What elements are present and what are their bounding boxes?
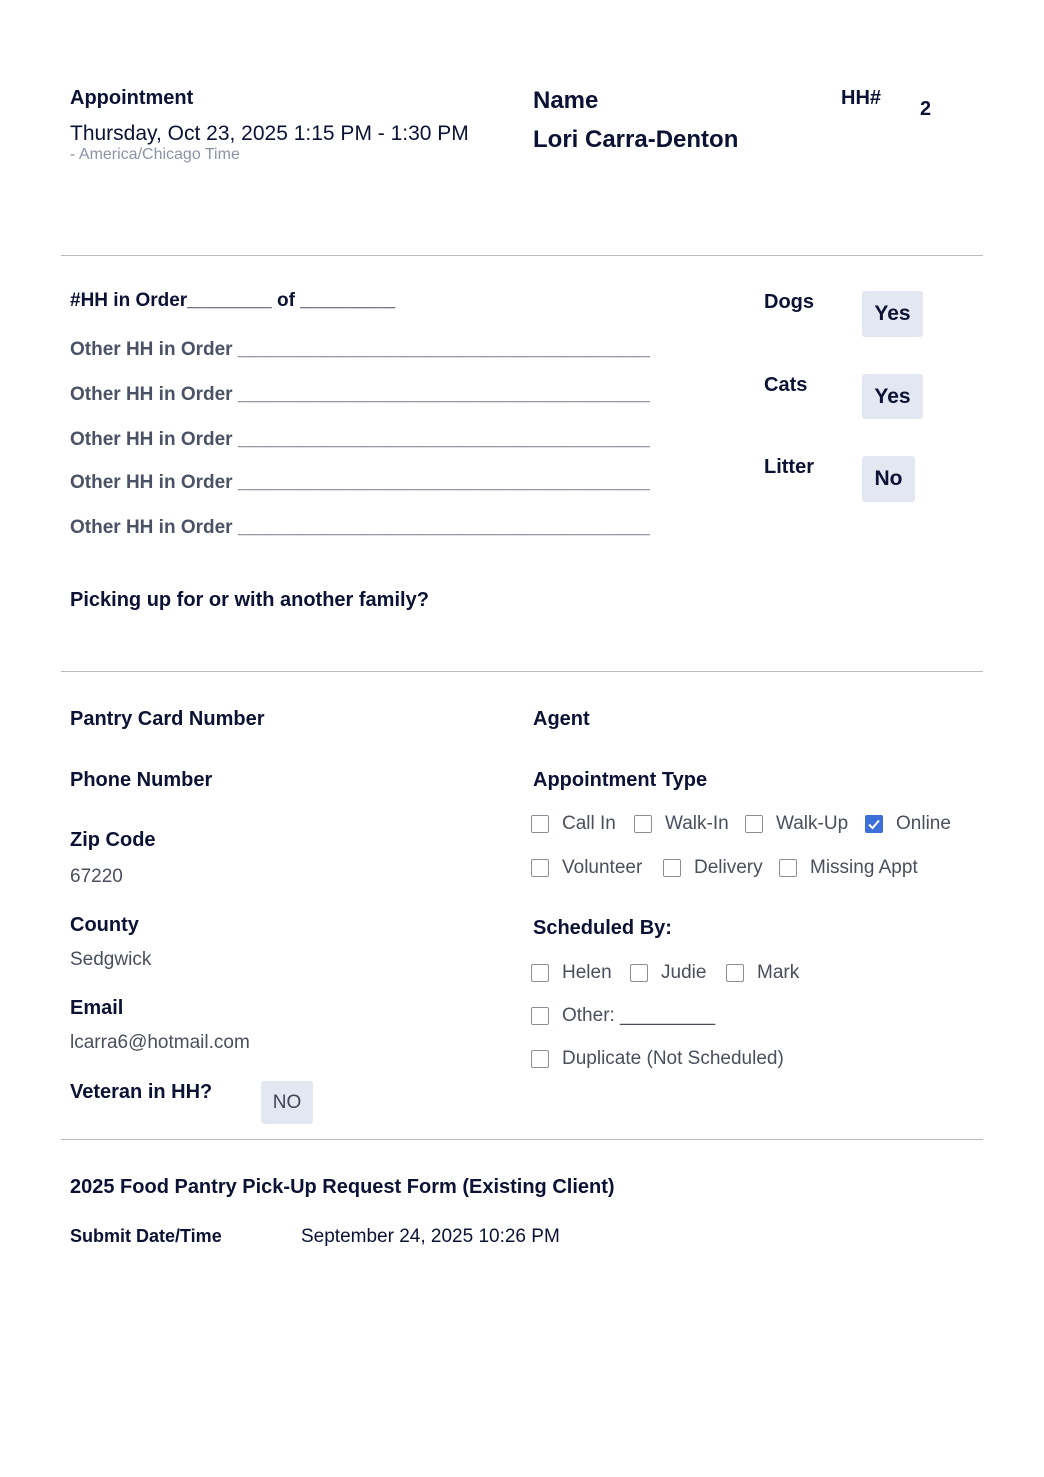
other-hh-line: Other HH in Order _______________________________________ bbox=[70, 339, 650, 360]
dogs-label: Dogs bbox=[764, 291, 814, 313]
checkbox-icon[interactable] bbox=[531, 815, 549, 833]
appt-type-walk-in[interactable] bbox=[634, 813, 729, 835]
appt-type-online[interactable] bbox=[865, 813, 951, 835]
email-label: Email bbox=[70, 997, 124, 1019]
veteran-label: Veteran in HH? bbox=[70, 1081, 213, 1103]
submit-date-label: Submit Date/Time bbox=[70, 1226, 222, 1246]
dogs-value-badge: Yes bbox=[862, 291, 923, 337]
checkbox-label: Walk-Up bbox=[776, 813, 849, 834]
picking-up-question: Picking up for or with another family? bbox=[70, 589, 429, 611]
pantry-card-label: Pantry Card Number bbox=[70, 708, 265, 730]
appointment-timezone: - America/Chicago Time bbox=[70, 146, 240, 163]
hh-number-label: HH# bbox=[841, 87, 882, 109]
appointment-datetime: Thursday, Oct 23, 2025 1:15 PM - 1:30 PM bbox=[70, 122, 469, 145]
appt-type-walk-up[interactable] bbox=[745, 813, 848, 835]
checkbox-label: Volunteer bbox=[562, 857, 643, 878]
scheduled-by-judie[interactable] bbox=[630, 962, 706, 984]
litter-label: Litter bbox=[764, 456, 814, 478]
scheduled-by-mark[interactable] bbox=[726, 962, 799, 984]
divider bbox=[61, 671, 983, 672]
submit-date-value: September 24, 2025 10:26 PM bbox=[301, 1226, 560, 1247]
checkbox-icon[interactable] bbox=[531, 964, 549, 982]
divider bbox=[61, 255, 983, 256]
divider bbox=[61, 1139, 983, 1140]
checkbox-icon[interactable] bbox=[779, 859, 797, 877]
checkbox-label: Missing Appt bbox=[810, 857, 918, 878]
checkbox-label: Call In bbox=[562, 813, 616, 834]
appointment-label: Appointment bbox=[70, 87, 194, 109]
checkbox-icon[interactable] bbox=[531, 1050, 549, 1068]
checkbox-label: Online bbox=[896, 813, 951, 834]
checkbox-icon[interactable] bbox=[630, 964, 648, 982]
hh-in-order-line: #HH in Order________ of _________ bbox=[70, 290, 396, 311]
scheduled-by-duplicate[interactable] bbox=[531, 1048, 784, 1070]
county-label: County bbox=[70, 914, 139, 936]
agent-label: Agent bbox=[533, 708, 590, 730]
appt-type-delivery[interactable] bbox=[663, 857, 763, 879]
scheduled-by-helen[interactable] bbox=[531, 962, 612, 984]
checkbox-label: Duplicate (Not Scheduled) bbox=[562, 1048, 784, 1069]
checkbox-icon[interactable] bbox=[634, 815, 652, 833]
scheduled-by-other[interactable] bbox=[531, 1005, 715, 1027]
checkbox-label: Mark bbox=[757, 962, 800, 983]
checkbox-checked-icon[interactable] bbox=[865, 815, 883, 833]
checkbox-icon[interactable] bbox=[745, 815, 763, 833]
other-hh-line: Other HH in Order _______________________________________ bbox=[70, 429, 650, 450]
checkbox-label: Judie bbox=[661, 962, 707, 983]
appt-type-volunteer[interactable] bbox=[531, 857, 642, 879]
zip-label: Zip Code bbox=[70, 829, 156, 851]
client-name: Lori Carra-Denton bbox=[533, 126, 739, 153]
checkbox-icon[interactable] bbox=[531, 859, 549, 877]
other-hh-line: Other HH in Order _______________________________________ bbox=[70, 517, 650, 538]
checkbox-icon[interactable] bbox=[531, 1007, 549, 1025]
checkbox-label: Other: _________ bbox=[562, 1005, 716, 1026]
veteran-value-badge: NO bbox=[261, 1081, 313, 1124]
name-label: Name bbox=[533, 87, 599, 114]
appointment-type-label: Appointment Type bbox=[533, 769, 708, 791]
email-value: lcarra6@hotmail.com bbox=[70, 1032, 250, 1053]
scheduled-by-label: Scheduled By: bbox=[533, 917, 672, 939]
other-hh-line: Other HH in Order _______________________________________ bbox=[70, 384, 650, 405]
appt-type-call-in[interactable] bbox=[531, 813, 616, 835]
litter-value-badge: No bbox=[862, 456, 915, 502]
other-hh-line: Other HH in Order _______________________________________ bbox=[70, 472, 650, 493]
checkbox-label: Helen bbox=[562, 962, 612, 983]
zip-value: 67220 bbox=[70, 866, 123, 887]
checkbox-icon[interactable] bbox=[726, 964, 744, 982]
appt-type-missing-appt[interactable] bbox=[779, 857, 918, 879]
phone-label: Phone Number bbox=[70, 769, 213, 791]
county-value: Sedgwick bbox=[70, 949, 152, 970]
checkbox-label: Delivery bbox=[694, 857, 763, 878]
hh-number-value: 2 bbox=[920, 98, 932, 120]
checkbox-label: Walk-In bbox=[665, 813, 729, 834]
cats-value-badge: Yes bbox=[862, 374, 923, 419]
checkbox-icon[interactable] bbox=[663, 859, 681, 877]
form-title: 2025 Food Pantry Pick-Up Request Form (Existing Client) bbox=[70, 1176, 615, 1198]
cats-label: Cats bbox=[764, 374, 808, 396]
